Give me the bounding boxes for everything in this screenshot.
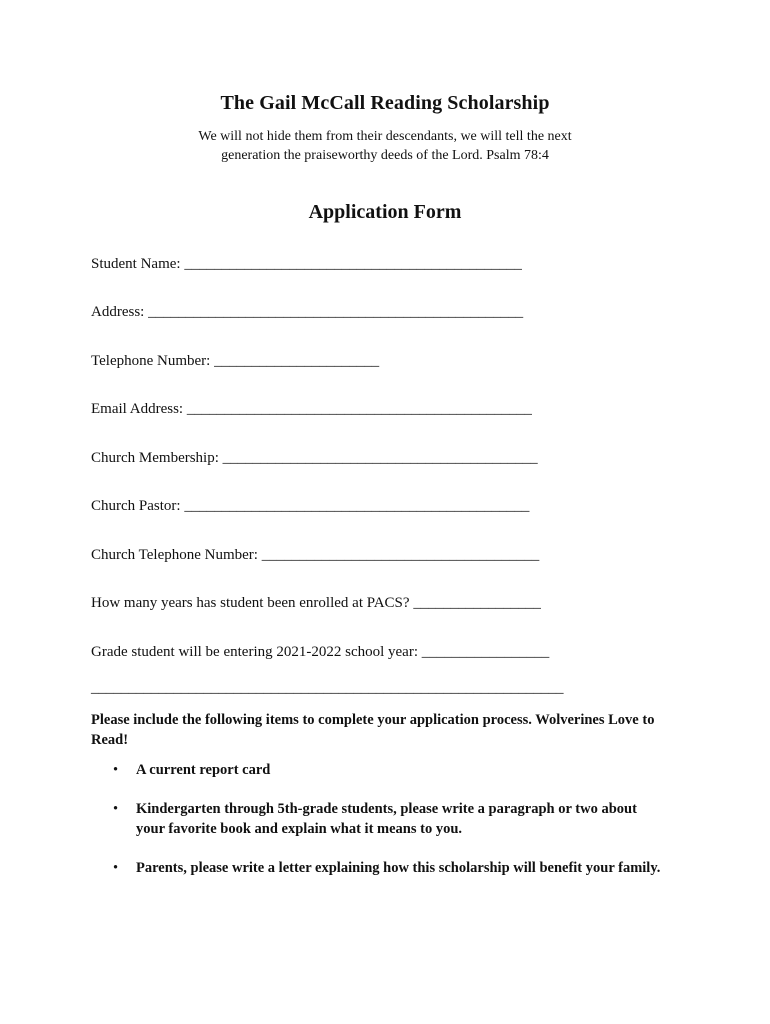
list-item bbox=[91, 760, 661, 780]
telephone-field[interactable] bbox=[91, 353, 379, 370]
church-pastor-blank[interactable]: ______________________________________________ bbox=[184, 498, 530, 514]
student-name-field[interactable] bbox=[91, 256, 522, 273]
instructions-text: Please include the following items to complete your application process. Wolverines Love to Read! bbox=[91, 712, 655, 748]
scripture-verse bbox=[0, 127, 770, 165]
requirement-text: A current report card bbox=[136, 762, 271, 778]
list-item bbox=[91, 858, 661, 878]
verse-line-2: generation the praiseworthy deeds of the Lord. Psalm 78:4 bbox=[221, 148, 549, 163]
church-membership-field[interactable] bbox=[91, 450, 538, 467]
scholarship-title: The Gail McCall Reading Scholarship bbox=[220, 92, 550, 114]
requirements-list bbox=[91, 760, 661, 878]
address-blank[interactable]: __________________________________________________ bbox=[148, 304, 524, 320]
student-name-label: Student Name: bbox=[91, 256, 185, 272]
years-enrolled-blank[interactable]: _________________ bbox=[413, 595, 541, 611]
address-field[interactable] bbox=[91, 304, 523, 321]
telephone-blank[interactable]: ______________________ bbox=[214, 353, 380, 369]
church-pastor-field[interactable] bbox=[91, 498, 529, 515]
church-membership-blank[interactable]: __________________________________________ bbox=[222, 450, 538, 466]
email-field[interactable] bbox=[91, 401, 532, 418]
church-telephone-label: Church Telephone Number: bbox=[91, 547, 262, 563]
separator-line: _______________________________________________________________ bbox=[91, 680, 564, 696]
years-enrolled-field[interactable] bbox=[91, 595, 541, 612]
church-pastor-label: Church Pastor: bbox=[91, 498, 185, 514]
grade-entering-blank[interactable]: _________________ bbox=[421, 644, 550, 660]
grade-entering-field[interactable] bbox=[91, 644, 549, 661]
years-enrolled-label: How many years has student been enrolled at PACS? bbox=[91, 595, 414, 611]
bullet-icon: • bbox=[113, 762, 119, 778]
address-label: Address: bbox=[91, 304, 149, 320]
bullet-icon: • bbox=[113, 801, 119, 817]
student-name-blank[interactable]: _____________________________________________ bbox=[184, 256, 522, 272]
church-telephone-field[interactable] bbox=[91, 547, 539, 564]
bullet-icon: • bbox=[113, 860, 119, 876]
email-blank[interactable]: ______________________________________________ bbox=[186, 401, 532, 417]
grade-entering-label: Grade student will be entering 2021-2022 school year: bbox=[91, 644, 422, 660]
verse-line-1: We will not hide them from their descendants, we will tell the next bbox=[198, 129, 572, 144]
list-item bbox=[91, 799, 661, 839]
requirement-text: Kindergarten through 5th-grade students, please write a paragraph or two about your favorite book and explain what it means to you. bbox=[136, 801, 637, 837]
telephone-label: Telephone Number: bbox=[91, 353, 215, 369]
requirement-text: Parents, please write a letter explaining how this scholarship will benefit your family. bbox=[136, 860, 661, 876]
church-membership-label: Church Membership: bbox=[91, 450, 223, 466]
form-title: Application Form bbox=[308, 201, 462, 223]
church-telephone-blank[interactable]: _____________________________________ bbox=[261, 547, 540, 563]
email-label: Email Address: bbox=[91, 401, 187, 417]
